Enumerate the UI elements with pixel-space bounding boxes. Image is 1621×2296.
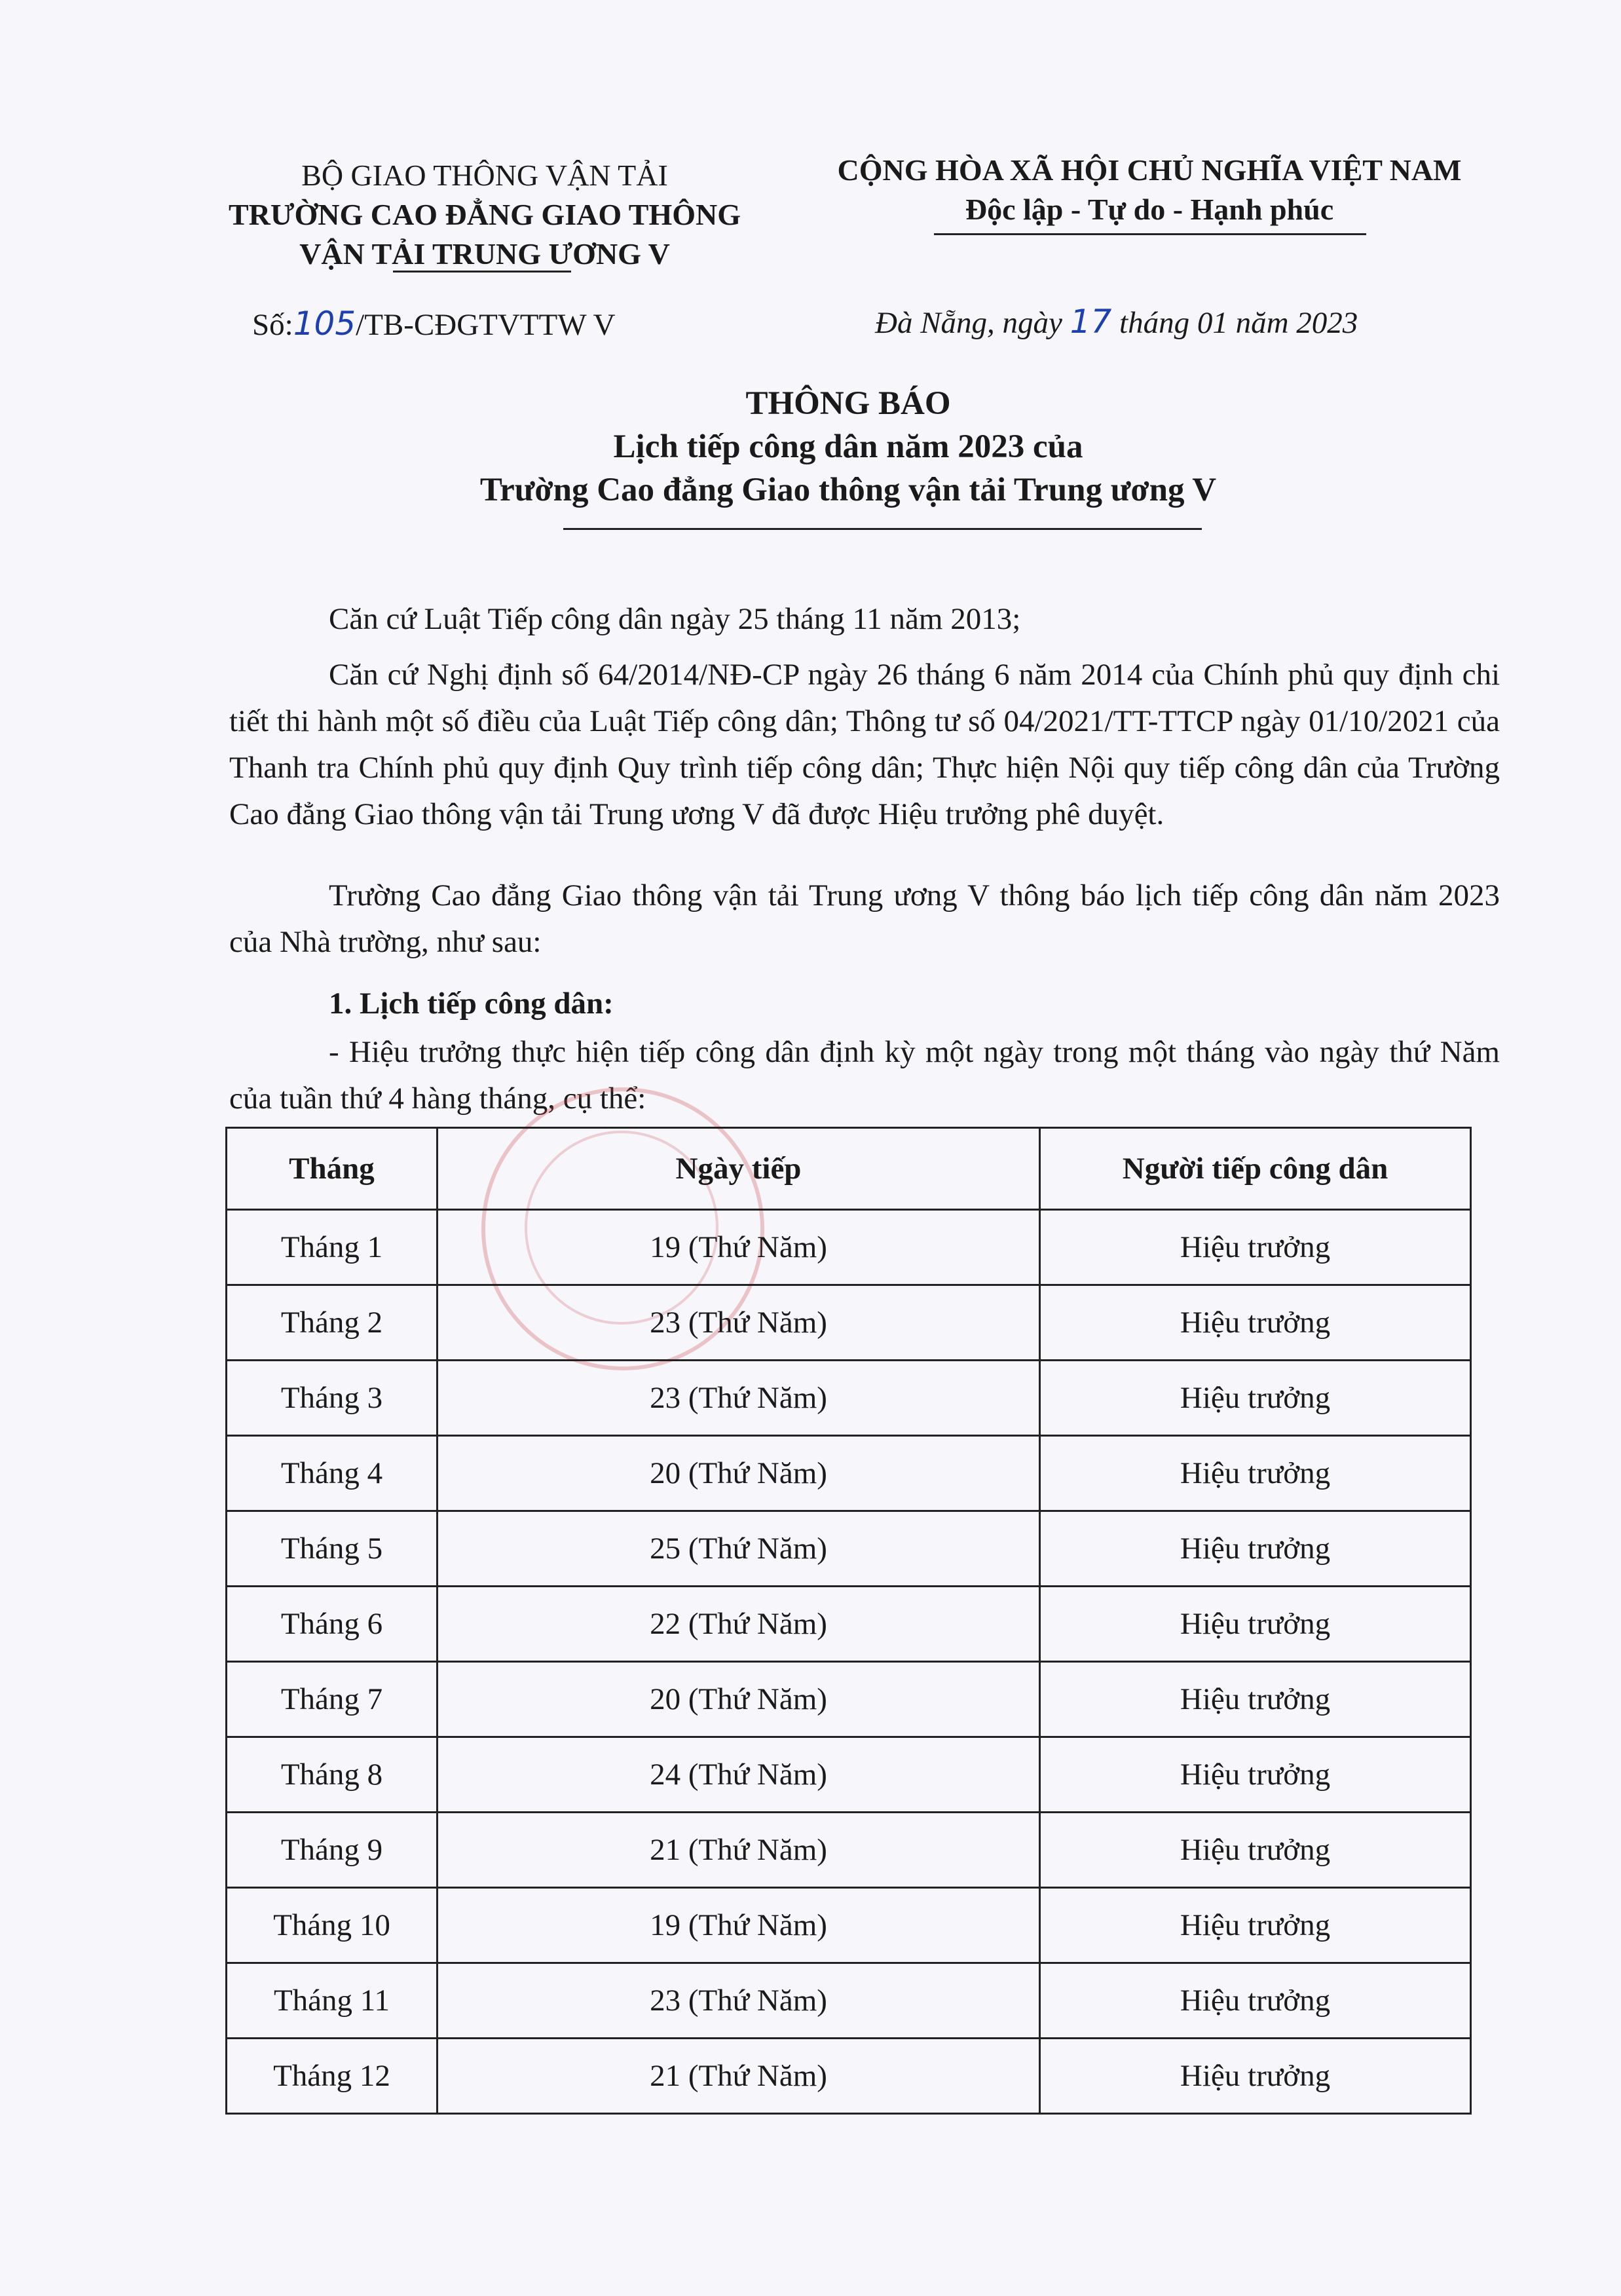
handwritten-day: 17 bbox=[1070, 303, 1112, 341]
table-row: Tháng 12 21 (Thứ Năm) Hiệu trưởng bbox=[227, 2039, 1471, 2114]
paragraph-legal-basis-1: Căn cứ Luật Tiếp công dân ngày 25 tháng 11 năm 2013; bbox=[329, 602, 1021, 636]
table-row: Tháng 11 23 (Thứ Năm) Hiệu trưởng bbox=[227, 1963, 1471, 2039]
handwritten-number: 105 bbox=[293, 305, 356, 343]
nation-motto: Độc lập - Tự do - Hạnh phúc bbox=[965, 193, 1334, 226]
paragraph-schedule-description: - Hiệu trưởng thực hiện tiếp công dân định kỳ một ngày trong một tháng vào ngày thứ Năm của tuần thứ 4 hàng tháng, cụ thể: bbox=[229, 1035, 1500, 1116]
title-line1: THÔNG BÁO bbox=[745, 385, 951, 422]
header-month: Tháng bbox=[227, 1128, 438, 1210]
header-right-underline bbox=[934, 233, 1366, 235]
table-row: Tháng 2 23 (Thứ Năm) Hiệu trưởng bbox=[227, 1285, 1471, 1361]
paragraph-announcement: Trường Cao đẳng Giao thông vận tải Trung ương V thông báo lịch tiếp công dân năm 2023 của Nhà trường, như sau: bbox=[229, 878, 1500, 959]
school-name-line1: TRƯỜNG CAO ĐẲNG GIAO THÔNG bbox=[228, 198, 741, 231]
table-row: Tháng 5 25 (Thứ Năm) Hiệu trưởng bbox=[227, 1511, 1471, 1587]
document-number: Số:105/TB-CĐGTVTTW V bbox=[252, 305, 616, 343]
table-row: Tháng 8 24 (Thứ Năm) Hiệu trưởng bbox=[227, 1737, 1471, 1813]
header-receiver: Người tiếp công dân bbox=[1040, 1128, 1471, 1210]
nation-name: CỘNG HÒA XÃ HỘI CHỦ NGHĨA VIỆT NAM bbox=[837, 153, 1462, 187]
document-title bbox=[196, 382, 1500, 512]
header-right bbox=[799, 151, 1500, 229]
schedule-table bbox=[225, 1127, 1472, 2115]
table-row: Tháng 6 22 (Thứ Năm) Hiệu trưởng bbox=[227, 1587, 1471, 1662]
table-row: Tháng 7 20 (Thứ Năm) Hiệu trưởng bbox=[227, 1662, 1471, 1737]
title-underline bbox=[563, 528, 1202, 530]
table-row: Tháng 1 19 (Thứ Năm) Hiệu trưởng bbox=[227, 1210, 1471, 1285]
section-heading-schedule: 1. Lịch tiếp công dân: bbox=[329, 987, 614, 1021]
ministry-name: BỘ GIAO THÔNG VẬN TẢI bbox=[301, 159, 668, 192]
title-line3: Trường Cao đẳng Giao thông vận tải Trung ương V bbox=[479, 472, 1217, 508]
table-header-row bbox=[227, 1128, 1471, 1210]
paragraph-legal-basis-2: Căn cứ Nghị định số 64/2014/NĐ-CP ngày 26 tháng 6 năm 2014 của Chính phủ quy định chi tiết thi hành một số điều của Luật Tiếp công dân; Thông tư số 04/2021/TT-TTCP ngày 01/10/2021 của Thanh tra Chính phủ quy định Quy trình tiếp công dân; Thực hiện Nội quy tiếp công dân của Trường Cao đẳng Giao thông vận tải Trung ương V đã được Hiệu trưởng phê duyệt. bbox=[229, 658, 1500, 831]
table-row: Tháng 9 21 (Thứ Năm) Hiệu trưởng bbox=[227, 1813, 1471, 1888]
table-row: Tháng 10 19 (Thứ Năm) Hiệu trưởng bbox=[227, 1888, 1471, 1963]
document-date: Đà Nẵng, ngày 17 tháng 01 năm 2023 bbox=[875, 303, 1358, 341]
header-left bbox=[196, 156, 773, 274]
title-line2: Lịch tiếp công dân năm 2023 của bbox=[613, 428, 1083, 465]
table-row: Tháng 4 20 (Thứ Năm) Hiệu trưởng bbox=[227, 1436, 1471, 1511]
header-left-underline bbox=[393, 271, 571, 273]
header-date: Ngày tiếp bbox=[438, 1128, 1040, 1210]
table-row: Tháng 3 23 (Thứ Năm) Hiệu trưởng bbox=[227, 1361, 1471, 1436]
school-name-line2: VẬN TẢI TRUNG ƯƠNG V bbox=[299, 237, 670, 271]
